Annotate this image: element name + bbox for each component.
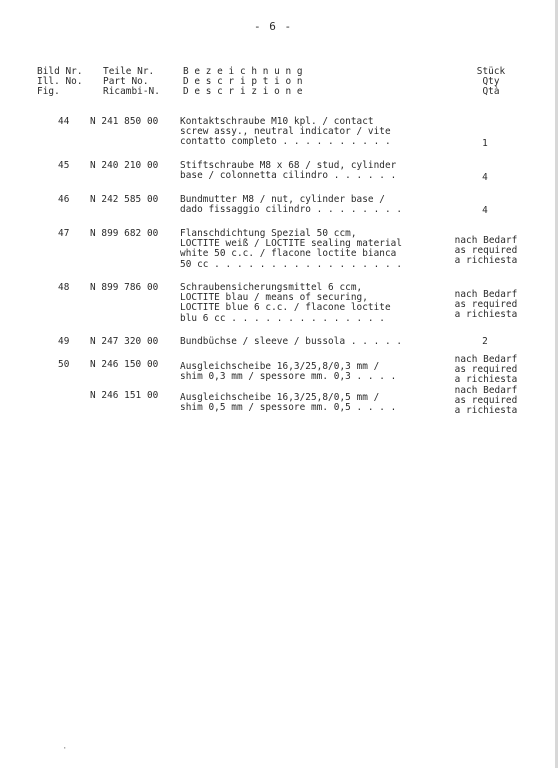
quantity: 2 <box>482 336 488 347</box>
part-description: Stiftschraube M8 x 68 / stud, cylinder base / colonnetta cilindro . . . . . . <box>180 160 397 182</box>
quantity: nach Bedarf as required a richiesta <box>454 289 518 321</box>
figure-number: 45 <box>58 160 70 171</box>
page-number: - 6 - <box>254 20 293 33</box>
quantity: 4 <box>482 172 488 183</box>
part-description: Schraubensicherungsmittel 6 ccm, LOCTITE blau / means of securing, LOCTITE blue 6 c.c. / flacone loctite blu 6 cc . . . . . . . . . . . . . . <box>180 282 391 324</box>
part-description: Ausgleichscheibe 16,3/25,8/0,5 mm / shim 0,5 mm / spessore mm. 0,5 . . . . <box>180 392 397 414</box>
header-quantity-column: Stück Qty Qtà <box>476 66 506 98</box>
part-number: N 246 150 00 <box>90 359 159 370</box>
figure-number: 48 <box>58 282 70 293</box>
figure-number: 46 <box>58 194 70 205</box>
figure-number: 44 <box>58 116 70 127</box>
part-description: Bundmutter M8 / nut, cylinder base / dado fissaggio cilindro . . . . . . . . <box>180 194 403 216</box>
header-description-column: B e z e i c h n u n g D e s c r i p t i o n D e s c r i z i o n e <box>183 66 303 98</box>
part-number: N 247 320 00 <box>90 336 159 347</box>
part-description: Flanschdichtung Spezial 50 ccm, LOCTITE weiß / LOCTITE sealing material white 50 c.c. / flacone loctite bianca 50 cc . . . . . . . . . . . . . . . . . <box>180 228 403 270</box>
part-description: Bundbüchse / sleeve / bussola . . . . . <box>180 336 403 347</box>
figure-number: 50 <box>58 359 70 370</box>
part-number: N 899 786 00 <box>90 282 159 293</box>
header-part-number-column: Teile Nr. Part No. Ricambi-N. <box>103 66 160 98</box>
part-number: N 242 585 00 <box>90 194 159 205</box>
header-figure-column: Bild Nr. Ill. No. Fig. <box>37 66 83 98</box>
part-description: Kontaktschraube M10 kpl. / contact screw assy., neutral indicator / vite contatto completo . . . . . . . . . . <box>180 116 391 148</box>
quantity: 4 <box>482 205 488 216</box>
quantity: 1 <box>482 138 488 149</box>
part-number: N 246 151 00 <box>90 390 159 401</box>
figure-number: 47 <box>58 228 70 239</box>
part-description: Ausgleichscheibe 16,3/25,8/0,3 mm / shim 0,3 mm / spessore mm. 0,3 . . . . <box>180 361 397 383</box>
page-mark: · <box>62 744 68 754</box>
part-number: N 240 210 00 <box>90 160 159 171</box>
figure-number: 49 <box>58 336 70 347</box>
part-number: N 241 850 00 <box>90 116 159 127</box>
part-number: N 899 682 00 <box>90 228 159 239</box>
quantity: nach Bedarf as required a richiesta <box>454 354 518 386</box>
quantity: nach Bedarf as required a richiesta <box>454 385 518 417</box>
quantity: nach Bedarf as required a richiesta <box>454 235 518 267</box>
